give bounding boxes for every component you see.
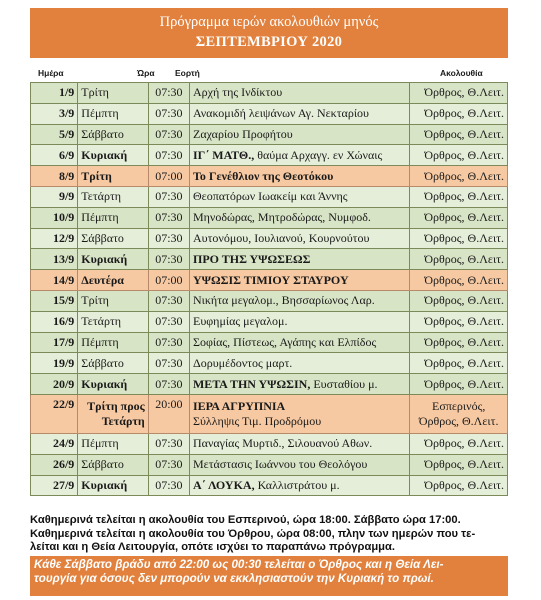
feast-cell <box>189 374 409 395</box>
time-cell: 07:30 <box>148 454 189 475</box>
feast-cell <box>189 186 409 207</box>
time-cell: 07:30 <box>148 353 189 374</box>
feast-text: Ανακομιδή λειψάνων Αγ. Νεκταρίου <box>192 106 369 121</box>
feast-text: Ευφημίας μεγαλομ. <box>192 314 288 329</box>
service-cell: Όρθρος, Θ.Λειτ. <box>410 207 508 228</box>
schedule-row <box>31 353 508 374</box>
feast-text: Ευσταθίου μ. <box>310 376 378 391</box>
feast-text: Παναγίας Μυρτιδ., Σιλουανού Αθων. <box>192 436 373 451</box>
service-cell: Όρθρος, Θ.Λειτ. <box>410 249 508 270</box>
banner-line-2: τουργία για όσους δεν μπορούν να εκκλησιαστούν την Κυριακή το πρωί. <box>34 571 434 585</box>
header-feast: Εορτή <box>175 68 200 78</box>
day-cell: Τρίτη <box>78 290 148 311</box>
schedule-row <box>31 475 508 496</box>
day-cell: Πέμπτη <box>78 433 148 454</box>
date-cell: 17/9 <box>31 332 78 353</box>
service-line-2: Όρθρος, Θ.Λειτ. <box>418 413 499 428</box>
feast-cell <box>189 207 409 228</box>
feast-cell <box>189 270 409 291</box>
service-cell: Όρθρος, Θ.Λειτ. <box>410 454 508 475</box>
feast-text: Καλλιστράτου μ. <box>254 477 340 492</box>
date-cell: 19/9 <box>31 353 78 374</box>
date-cell: 3/9 <box>31 103 78 124</box>
day-line-2: Τετάρτη <box>101 413 145 428</box>
service-cell: Όρθρος, Θ.Λειτ. <box>410 332 508 353</box>
header-time: Ώρα <box>137 68 155 78</box>
feast-line-2: Σύλληψις Τιμ. Προδρόμου <box>192 413 322 428</box>
date-cell: 22/9 <box>31 394 78 433</box>
note-matins: Καθημερινά τελείται η ακολουθία του Όρθρου, ώρα 08:00, πλην των ημερών που τε- <box>30 527 476 540</box>
time-cell: 07:30 <box>148 433 189 454</box>
date-cell: 14/9 <box>31 270 78 291</box>
time-cell: 07:00 <box>148 270 189 291</box>
date-cell: 24/9 <box>31 433 78 454</box>
feast-bold-text: ΙΓ΄ ΜΑΤΘ., <box>192 147 255 162</box>
schedule-row <box>31 103 508 124</box>
banner-line-1: Κάθε Σάββατο βράδυ από 22:00 ως 00:30 τελείται ο Όρθρος και η Θεία Λει- <box>34 558 444 571</box>
service-cell: Όρθρος, Θ.Λειτ. <box>410 374 508 395</box>
saturday-night-banner <box>30 556 508 596</box>
service-cell: Όρθρος, Θ.Λειτ. <box>410 145 508 166</box>
schedule-row <box>31 186 508 207</box>
schedule-row <box>31 332 508 353</box>
day-cell: Σάββατο <box>78 228 148 249</box>
schedule-row <box>31 83 508 104</box>
feast-cell <box>189 394 409 433</box>
title-line-1: Πρόγραμμα ιερών ακολουθιών μηνός <box>159 14 379 30</box>
feast-text: Νικήτα μεγαλομ., Βησσαρίωνος Λαρ. <box>192 293 375 308</box>
day-cell: Σάββατο <box>78 124 148 145</box>
day-cell: Δευτέρα <box>78 270 148 291</box>
feast-cell <box>189 454 409 475</box>
feast-text: Αυτονόμου, Ιουλιανού, Κουρνούτου <box>192 230 370 245</box>
day-cell: Τετάρτη <box>78 186 148 207</box>
service-cell: Όρθρος, Θ.Λειτ. <box>410 186 508 207</box>
time-cell: 20:00 <box>148 394 189 433</box>
day-cell: Κυριακή <box>78 475 148 496</box>
service-cell: Όρθρος, Θ.Λειτ. <box>410 124 508 145</box>
date-cell: 27/9 <box>31 475 78 496</box>
header-day: Ημέρα <box>38 68 64 78</box>
feast-text: θαύμα Αρχαγγ. εν Χώναις <box>254 147 383 162</box>
time-cell: 07:30 <box>148 207 189 228</box>
service-cell: Όρθρος, Θ.Λειτ. <box>410 83 508 104</box>
day-cell: Πέμπτη <box>78 207 148 228</box>
service-cell: Όρθρος, Θ.Λειτ. <box>410 475 508 496</box>
feast-cell <box>189 103 409 124</box>
schedule-row <box>31 374 508 395</box>
time-cell: 07:30 <box>148 228 189 249</box>
schedule-table <box>30 82 508 496</box>
feast-bold-text: Α΄ ΛΟΥΚΑ, <box>192 477 255 492</box>
header-service: Ακολουθία <box>440 68 483 78</box>
feast-bold-text: ΠΡΟ ΤΗΣ ΥΨΩΣΕΩΣ <box>192 251 311 266</box>
service-cell: Όρθρος, Θ.Λειτ. <box>410 166 508 187</box>
service-cell: Όρθρος, Θ.Λειτ. <box>410 270 508 291</box>
date-cell: 8/9 <box>31 166 78 187</box>
feast-cell <box>189 332 409 353</box>
schedule-row <box>31 290 508 311</box>
date-cell: 10/9 <box>31 207 78 228</box>
day-cell: Τρίτη <box>78 166 148 187</box>
feast-cell <box>189 290 409 311</box>
service-cell: Όρθρος, Θ.Λειτ. <box>410 311 508 332</box>
schedule-row <box>31 311 508 332</box>
schedule-row-vigil <box>31 394 508 433</box>
day-line-1: Τρίτη προς <box>87 398 145 413</box>
feast-cell <box>189 228 409 249</box>
time-cell: 07:30 <box>148 374 189 395</box>
title-line-2: ΣΕΠΤΕΜΒΡΙΟΥ 2020 <box>195 34 343 50</box>
feast-cell <box>189 475 409 496</box>
day-cell <box>78 394 148 433</box>
schedule-row <box>31 454 508 475</box>
time-cell: 07:30 <box>148 311 189 332</box>
day-cell: Πέμπτη <box>78 103 148 124</box>
feast-cell <box>189 145 409 166</box>
schedule-row <box>31 124 508 145</box>
service-cell <box>410 394 508 433</box>
schedule-row <box>31 207 508 228</box>
feast-text: Δορυμέδοντος μαρτ. <box>192 355 293 370</box>
date-cell: 1/9 <box>31 83 78 104</box>
time-cell: 07:30 <box>148 332 189 353</box>
note-matins-cont: λείται και η Θεία Λειτουργία, οπότε ισχύει το παραπάνω πρόγραμμα. <box>30 541 395 553</box>
date-cell: 16/9 <box>31 311 78 332</box>
day-cell: Κυριακή <box>78 249 148 270</box>
service-cell: Όρθρος, Θ.Λειτ. <box>410 433 508 454</box>
date-cell: 20/9 <box>31 374 78 395</box>
time-cell: 07:30 <box>148 186 189 207</box>
time-cell: 07:30 <box>148 475 189 496</box>
schedule-title <box>30 8 508 58</box>
schedule-row <box>31 228 508 249</box>
feast-bold-text: ΥΨΩΣΙΣ ΤΙΜΙΟΥ ΣΤΑΥΡΟΥ <box>192 272 349 287</box>
feast-text: Αρχή της Ινδίκτου <box>192 85 283 100</box>
schedule-row <box>31 270 508 291</box>
feast-text: Θεοπατόρων Ιωακείμ και Άννης <box>192 189 348 204</box>
feast-bold-text: ΜΕΤΑ ΤΗΝ ΥΨΩΣΙΝ, <box>192 376 311 391</box>
date-cell: 9/9 <box>31 186 78 207</box>
feast-line-1: ΙΕΡΑ ΑΓΡΥΠΝΙΑ <box>192 398 286 413</box>
date-cell: 26/9 <box>31 454 78 475</box>
date-cell: 12/9 <box>31 228 78 249</box>
feast-bold-text: Το Γενέθλιον της Θεοτόκου <box>192 168 334 183</box>
day-cell: Σάββατο <box>78 353 148 374</box>
feast-cell <box>189 433 409 454</box>
feast-text: Μετάστασις Ιωάννου του Θεολόγου <box>192 457 368 472</box>
day-cell: Σάββατο <box>78 454 148 475</box>
schedule-row <box>31 145 508 166</box>
time-cell: 07:00 <box>148 166 189 187</box>
day-cell: Πέμπτη <box>78 332 148 353</box>
schedule-row <box>31 249 508 270</box>
date-cell: 6/9 <box>31 145 78 166</box>
feast-cell <box>189 249 409 270</box>
time-cell: 07:30 <box>148 124 189 145</box>
date-cell: 13/9 <box>31 249 78 270</box>
service-cell: Όρθρος, Θ.Λειτ. <box>410 353 508 374</box>
feast-cell <box>189 353 409 374</box>
feast-text: Μηνοδώρας, Μητροδώρας, Νυμφοδ. <box>192 210 371 225</box>
feast-cell <box>189 124 409 145</box>
time-cell: 07:30 <box>148 103 189 124</box>
time-cell: 07:30 <box>148 83 189 104</box>
service-cell: Όρθρος, Θ.Λειτ. <box>410 103 508 124</box>
note-vespers: Καθημερινά τελείται η ακολουθία του Εσπερινού, ώρα 18:00. Σάββατο ώρα 17:00. <box>30 514 461 526</box>
day-cell: Τρίτη <box>78 83 148 104</box>
day-cell: Κυριακή <box>78 374 148 395</box>
feast-text: Ζαχαρίου Προφήτου <box>192 126 293 141</box>
feast-text: Σοφίας, Πίστεως, Αγάπης και Ελπίδος <box>192 334 377 349</box>
service-cell: Όρθρος, Θ.Λειτ. <box>410 290 508 311</box>
time-cell: 07:30 <box>148 290 189 311</box>
date-cell: 15/9 <box>31 290 78 311</box>
day-cell: Κυριακή <box>78 145 148 166</box>
schedule-row <box>31 166 508 187</box>
service-line-1: Εσπερινός, <box>432 398 486 413</box>
daily-notes <box>30 514 508 555</box>
time-cell: 07:30 <box>148 145 189 166</box>
day-cell: Τετάρτη <box>78 311 148 332</box>
feast-cell <box>189 311 409 332</box>
date-cell: 5/9 <box>31 124 78 145</box>
time-cell: 07:30 <box>148 249 189 270</box>
schedule-row <box>31 433 508 454</box>
feast-cell <box>189 166 409 187</box>
feast-cell <box>189 83 409 104</box>
service-cell: Όρθρος, Θ.Λειτ. <box>410 228 508 249</box>
